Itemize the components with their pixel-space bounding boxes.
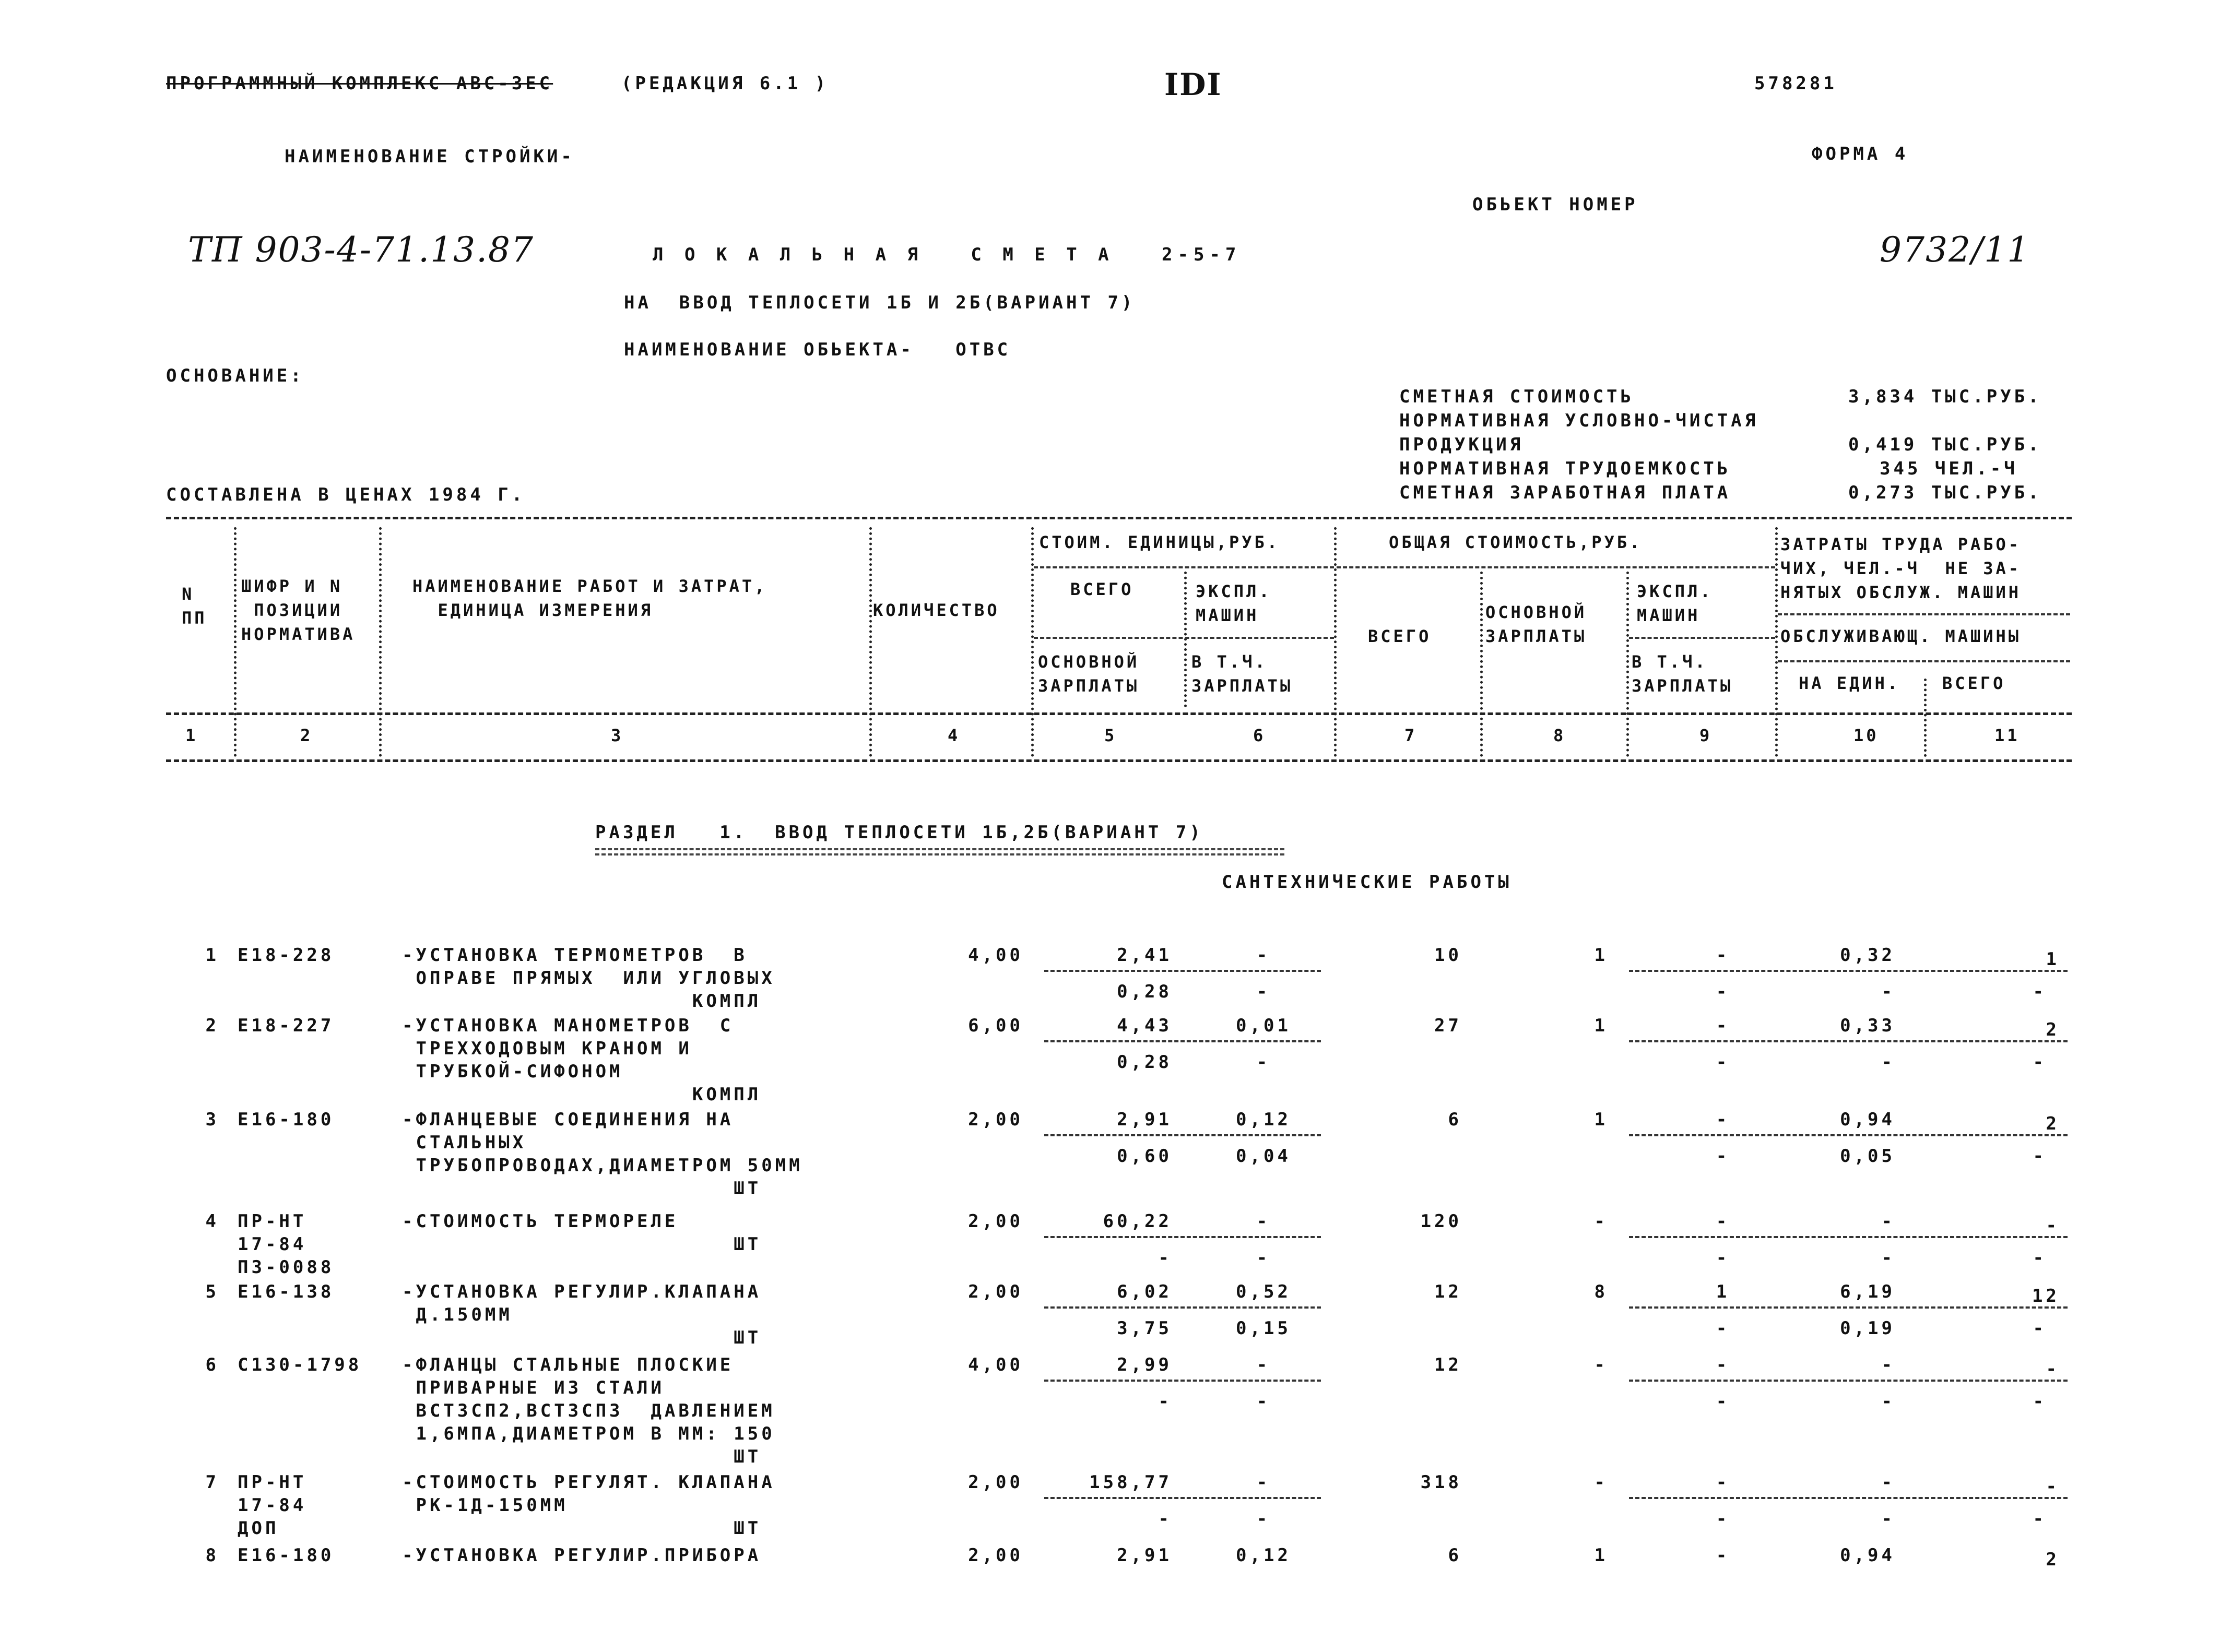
row-code: Е18-227 — [238, 1015, 335, 1036]
summary-label: СМЕТНАЯ СТОИМОСТЬ — [1399, 386, 1634, 407]
row-name: -СТОИМОСТЬ ТЕРМОРЕЛЕ — [402, 1211, 679, 1232]
row-number: 8 — [205, 1545, 219, 1566]
row-machines-wages: - — [1716, 1247, 1730, 1268]
row-machines: - — [1716, 1015, 1730, 1036]
row-total: 318 — [1420, 1472, 1462, 1493]
row-quantity: 2,00 — [968, 1281, 1023, 1302]
row-quantity: 6,00 — [968, 1015, 1023, 1036]
row-labor-unit: - — [1881, 1211, 1895, 1232]
section-title: РАЗДЕЛ 1. ВВОД ТЕПЛОСЕТИ 1Б,2Б(ВАРИАНТ 7) — [595, 822, 1203, 843]
column-header: ВСЕГО — [1368, 626, 1432, 646]
form-label: ФОРМА 4 — [1812, 144, 1909, 164]
object-number-label: ОБЬЕКТ НОМЕР — [1472, 194, 1638, 215]
section-subtitle: САНТЕХНИЧЕСКИЕ РАБОТЫ — [1222, 872, 1512, 893]
column-number: 8 — [1553, 726, 1566, 745]
row-number: 7 — [205, 1472, 219, 1493]
row-unit-machines: - — [1256, 1354, 1271, 1375]
row-name: КОМПЛ — [402, 1084, 762, 1105]
row-machines: - — [1716, 1354, 1730, 1375]
column-header: ЭКСПЛ. МАШИН — [1637, 581, 1713, 625]
row-unit-machines: - — [1256, 1472, 1271, 1493]
row-labor-total: - — [2046, 1359, 2060, 1380]
row-labor-total-sub: - — [2033, 1146, 2047, 1167]
row-unit-wages: - — [1158, 1391, 1172, 1412]
row-unit-wages: 3,75 — [1117, 1318, 1172, 1339]
column-header: ОСНОВНОЙ ЗАРПЛАТЫ — [1038, 652, 1140, 696]
prices-label: СОСТАВЛЕНА В ЦЕНАХ 1984 Г. — [166, 484, 526, 505]
row-unit-wages: - — [1158, 1508, 1172, 1529]
row-name: -УСТАНОВКА РЕГУЛИР.КЛАПАНА — [402, 1281, 762, 1302]
row-unit-machines: 0,12 — [1236, 1109, 1291, 1130]
cell-divider — [1044, 1134, 1321, 1136]
column-header: НАИМЕНОВАНИЕ РАБОТ И ЗАТРАТ, ЕДИНИЦА ИЗМЕРЕНИЯ — [412, 576, 767, 620]
row-wages: 1 — [1594, 1109, 1608, 1130]
row-name: ШТ — [402, 1327, 762, 1348]
row-name: ТРУБКОЙ-СИФОНОМ — [402, 1061, 623, 1082]
row-unit-machines: 0,52 — [1236, 1281, 1291, 1302]
row-quantity: 2,00 — [968, 1545, 1023, 1566]
row-code: ДОП — [238, 1518, 279, 1539]
row-wages: - — [1594, 1472, 1608, 1493]
column-header: ОБСЛУЖИВАЮЩ. МАШИНЫ — [1780, 626, 2022, 646]
summary-label: ПРОДУКЦИЯ — [1399, 434, 1524, 455]
column-header: ЭКСПЛ. МАШИН — [1196, 581, 1272, 625]
estimate-subject: НА ВВОД ТЕПЛОСЕТИ 1Б И 2Б(ВАРИАНТ 7) — [624, 292, 1136, 313]
row-unit-total: 6,02 — [1117, 1281, 1172, 1302]
column-number: 6 — [1253, 726, 1266, 745]
row-unit-machines: 0,01 — [1236, 1015, 1291, 1036]
column-header: ОСНОВНОЙ ЗАРПЛАТЫ — [1485, 602, 1587, 646]
row-wages: - — [1594, 1211, 1608, 1232]
row-unit-machines: - — [1256, 945, 1271, 966]
divider — [869, 527, 872, 757]
cell-divider — [1629, 1134, 2068, 1136]
summary-label: СМЕТНАЯ ЗАРАБОТНАЯ ПЛАТА — [1399, 482, 1731, 503]
summary-value: 0,419 ТЫС.РУБ. — [1848, 434, 2042, 455]
cell-divider — [1044, 1497, 1321, 1499]
row-unit-wages: 0,28 — [1117, 1052, 1172, 1073]
divider — [1778, 613, 2070, 615]
row-machines-wages: - — [1716, 1318, 1730, 1339]
row-machines: - — [1716, 1545, 1730, 1566]
row-code: Е16-180 — [238, 1545, 335, 1566]
document-code: 578281 — [1754, 73, 1837, 94]
row-name: ВСТ3СП2,ВСТ3СП3 ДАВЛЕНИЕМ — [402, 1400, 775, 1421]
cell-divider — [1629, 1380, 2068, 1382]
row-unit-wages-machines: - — [1256, 1247, 1271, 1268]
column-header: В Т.Ч. ЗАРПЛАТЫ — [1191, 652, 1293, 696]
row-wages: 1 — [1594, 1545, 1608, 1566]
estimate-title: Л О К А Л Ь Н А Я С М Е Т А 2-5-7 — [653, 244, 1242, 265]
column-number: 9 — [1699, 726, 1713, 745]
column-number: 5 — [1104, 726, 1117, 745]
row-name: ШТ — [402, 1518, 762, 1539]
row-labor-unit: - — [1881, 1354, 1895, 1375]
row-total: 12 — [1434, 1281, 1462, 1302]
row-number: 3 — [205, 1109, 219, 1130]
row-unit-wages-machines: - — [1256, 1391, 1271, 1412]
row-code: ПР-НТ — [238, 1472, 307, 1493]
row-labor-total-sub: - — [2033, 981, 2047, 1002]
row-machines-wages: - — [1716, 1391, 1730, 1412]
row-unit-wages-machines: - — [1256, 981, 1271, 1002]
row-name: -ФЛАНЦЕВЫЕ СОЕДИНЕНИЯ НА — [402, 1109, 734, 1130]
row-unit-total: 2,91 — [1117, 1109, 1172, 1130]
row-labor-unit: 6,19 — [1840, 1281, 1895, 1302]
row-quantity: 2,00 — [968, 1109, 1023, 1130]
row-machines-wages: - — [1716, 1508, 1730, 1529]
column-group-header: СТОИМ. ЕДИНИЦЫ,РУБ. — [1039, 532, 1280, 552]
object-name: НАИМЕНОВАНИЕ ОБЬЕКТА- ОТВС — [624, 339, 1011, 360]
column-header: ШИФР И N ПОЗИЦИИ НОРМАТИВА — [241, 576, 356, 644]
row-unit-total: 4,43 — [1117, 1015, 1172, 1036]
row-name: РК-1Д-150ММ — [402, 1495, 568, 1516]
row-name: ОПРАВЕ ПРЯМЫХ ИЛИ УГЛОВЫХ — [402, 968, 775, 989]
row-total: 12 — [1434, 1354, 1462, 1375]
divider — [1337, 566, 1775, 568]
row-labor-total-sub: - — [2033, 1247, 2047, 1268]
section-underline — [595, 848, 1284, 855]
row-name: ШТ — [402, 1234, 762, 1255]
divider — [1629, 637, 1775, 639]
summary-value: 0,273 ТЫС.РУБ. — [1848, 482, 2042, 503]
row-total: 6 — [1448, 1545, 1462, 1566]
row-unit-wages-machines: 0,04 — [1236, 1146, 1291, 1167]
row-name: ТРЕХХОДОВЫМ КРАНОМ И — [402, 1038, 692, 1059]
row-name: -УСТАНОВКА РЕГУЛИР.ПРИБОРА — [402, 1545, 762, 1566]
column-number: 4 — [948, 726, 961, 745]
row-machines-wages: - — [1716, 1146, 1730, 1167]
row-unit-total: 2,99 — [1117, 1354, 1172, 1375]
divider — [166, 759, 2072, 762]
row-labor-unit: - — [1881, 1472, 1895, 1493]
row-labor-unit-sub: 0,19 — [1840, 1318, 1895, 1339]
row-unit-total: 60,22 — [1103, 1211, 1172, 1232]
row-quantity: 4,00 — [968, 945, 1023, 966]
row-name: 1,6МПА,ДИАМЕТРОМ В ММ: 150 — [402, 1423, 775, 1444]
row-unit-total: 2,41 — [1117, 945, 1172, 966]
row-machines-wages: - — [1716, 981, 1730, 1002]
row-unit-machines: 0,12 — [1236, 1545, 1291, 1566]
row-name: -УСТАНОВКА ТЕРМОМЕТРОВ В — [402, 945, 748, 966]
row-unit-wages-machines: 0,15 — [1236, 1318, 1291, 1339]
row-number: 1 — [205, 945, 219, 966]
row-code: 17-84 — [238, 1495, 307, 1516]
column-header: ВСЕГО — [1942, 673, 2006, 693]
row-name: Д.150ММ — [402, 1304, 513, 1325]
row-labor-total-sub: - — [2033, 1391, 2047, 1412]
row-name: -СТОИМОСТЬ РЕГУЛЯТ. КЛАПАНА — [402, 1472, 775, 1493]
row-machines-wages: - — [1716, 1052, 1730, 1073]
page-number: IDI — [1164, 67, 1222, 102]
row-labor-unit-sub: - — [1881, 1508, 1895, 1529]
divider — [1031, 527, 1034, 757]
row-labor-total: 12 — [2032, 1286, 2060, 1306]
cell-divider — [1629, 1040, 2068, 1042]
row-unit-wages: - — [1158, 1247, 1172, 1268]
row-labor-total: - — [2046, 1476, 2060, 1497]
column-number: 1 — [185, 726, 198, 745]
divider — [234, 527, 237, 757]
program-name: ПРОГРАММНЫЙ КОМПЛЕКС АВС-3ЕС — [166, 73, 553, 94]
row-number: 4 — [205, 1211, 219, 1232]
divider — [1034, 637, 1334, 639]
row-labor-unit-sub: - — [1881, 1052, 1895, 1073]
row-machines: - — [1716, 1109, 1730, 1130]
summary-value: 345 ЧЕЛ.-Ч — [1880, 458, 2018, 479]
divider — [1480, 572, 1483, 757]
column-number: 2 — [300, 726, 313, 745]
row-unit-wages-machines: - — [1256, 1508, 1271, 1529]
row-labor-total: 1 — [2046, 949, 2060, 970]
row-unit-wages-machines: - — [1256, 1052, 1271, 1073]
row-labor-total: 2 — [2046, 1019, 2060, 1040]
summary-label: НОРМАТИВНАЯ УСЛОВНО-ЧИСТАЯ — [1399, 410, 1759, 431]
divider — [1334, 527, 1337, 757]
divider — [166, 517, 2072, 519]
cell-divider — [1044, 970, 1321, 972]
row-wages: 8 — [1594, 1281, 1608, 1302]
cell-divider — [1629, 1497, 2068, 1499]
cell-divider — [1044, 1380, 1321, 1382]
row-name: ТРУБОПРОВОДАХ,ДИАМЕТРОМ 50ММ — [402, 1155, 803, 1176]
column-number: 11 — [1994, 726, 2020, 745]
cell-divider — [1044, 1306, 1321, 1309]
row-total: 120 — [1420, 1211, 1462, 1232]
row-code: ПР-НТ — [238, 1211, 307, 1232]
row-machines: - — [1716, 945, 1730, 966]
cell-divider — [1629, 1306, 2068, 1309]
row-labor-unit-sub: - — [1881, 1247, 1895, 1268]
row-labor-total: 2 — [2046, 1549, 2060, 1570]
summary-value: 3,834 ТЫС.РУБ. — [1848, 386, 2042, 407]
column-number: 10 — [1853, 726, 1879, 745]
row-labor-unit: 0,94 — [1840, 1545, 1895, 1566]
row-labor-unit-sub: 0,05 — [1840, 1146, 1895, 1167]
row-total: 27 — [1434, 1015, 1462, 1036]
row-total: 10 — [1434, 945, 1462, 966]
edition: (РЕДАКЦИЯ 6.1 ) — [621, 73, 829, 94]
column-header: ВСЕГО — [1070, 579, 1134, 599]
row-labor-unit-sub: - — [1881, 981, 1895, 1002]
row-code: Е16-180 — [238, 1109, 335, 1130]
row-labor-unit: 0,94 — [1840, 1109, 1895, 1130]
column-header: НА ЕДИН. — [1799, 673, 1900, 693]
row-quantity: 2,00 — [968, 1211, 1023, 1232]
cell-divider — [1629, 970, 2068, 972]
divider — [379, 527, 382, 757]
row-labor-unit-sub: - — [1881, 1391, 1895, 1412]
row-unit-total: 2,91 — [1117, 1545, 1172, 1566]
row-name: СТАЛЬНЫХ — [402, 1132, 527, 1153]
row-quantity: 2,00 — [968, 1472, 1023, 1493]
row-name: -ФЛАНЦЫ СТАЛЬНЫЕ ПЛОСКИЕ — [402, 1354, 734, 1375]
row-code: Е18-228 — [238, 945, 335, 966]
row-name: ПРИВАРНЫЕ ИЗ СТАЛИ — [402, 1377, 665, 1398]
basis-label: ОСНОВАНИЕ: — [166, 365, 304, 386]
row-total: 6 — [1448, 1109, 1462, 1130]
column-header: КОЛИЧЕСТВО — [873, 600, 1000, 620]
row-code: ПЗ-0088 — [238, 1257, 335, 1278]
column-group-header: ЗАТРАТЫ ТРУДА РАБО- ЧИХ, ЧЕЛ.-Ч НЕ ЗА- НЯТЫХ ОБСЛУЖ. МАШИН — [1780, 534, 2022, 602]
column-group-header: ОБЩАЯ СТОИМОСТЬ,РУБ. — [1389, 532, 1643, 552]
row-unit-machines: - — [1256, 1211, 1271, 1232]
project-number-handwritten: ТП 903-4-71.13.87 — [188, 230, 535, 270]
divider — [1924, 679, 1927, 757]
column-number: 3 — [611, 726, 624, 745]
row-labor-total-sub: - — [2033, 1052, 2047, 1073]
divider — [1626, 572, 1629, 757]
row-labor-total-sub: - — [2033, 1508, 2047, 1529]
row-labor-total-sub: - — [2033, 1318, 2047, 1339]
row-wages: 1 — [1594, 945, 1608, 966]
row-number: 2 — [205, 1015, 219, 1036]
divider — [166, 712, 2072, 715]
divider — [1034, 566, 1334, 568]
row-unit-total: 158,77 — [1089, 1472, 1172, 1493]
row-machines: 1 — [1716, 1281, 1730, 1302]
row-name: ШТ — [402, 1178, 762, 1199]
row-name: -УСТАНОВКА МАНОМЕТРОВ С — [402, 1015, 734, 1036]
divider — [1778, 660, 2070, 662]
row-quantity: 4,00 — [968, 1354, 1023, 1375]
row-unit-wages: 0,28 — [1117, 981, 1172, 1002]
row-machines: - — [1716, 1472, 1730, 1493]
construction-name-label: НАИМЕНОВАНИЕ СТРОЙКИ- — [285, 146, 575, 167]
cell-divider — [1629, 1236, 2068, 1238]
row-wages: 1 — [1594, 1015, 1608, 1036]
row-labor-unit: 0,33 — [1840, 1015, 1895, 1036]
divider — [1184, 572, 1187, 707]
row-code: 17-84 — [238, 1234, 307, 1255]
row-code: Е16-138 — [238, 1281, 335, 1302]
row-labor-unit: 0,32 — [1840, 945, 1895, 966]
row-number: 5 — [205, 1281, 219, 1302]
row-code: С130-1798 — [238, 1354, 362, 1375]
row-labor-total: - — [2046, 1215, 2060, 1236]
column-number: 7 — [1404, 726, 1418, 745]
row-labor-total: 2 — [2046, 1113, 2060, 1134]
row-number: 6 — [205, 1354, 219, 1375]
row-name: КОМПЛ — [402, 991, 762, 1012]
object-number-handwritten: 9732/11 — [1880, 230, 2030, 270]
cell-divider — [1044, 1040, 1321, 1042]
row-unit-wages: 0,60 — [1117, 1146, 1172, 1167]
summary-label: НОРМАТИВНАЯ ТРУДОЕМКОСТЬ — [1399, 458, 1731, 479]
column-header: N ПП — [182, 584, 207, 628]
cell-divider — [1044, 1236, 1321, 1238]
row-wages: - — [1594, 1354, 1608, 1375]
column-header: В Т.Ч. ЗАРПЛАТЫ — [1632, 652, 1733, 696]
row-machines: - — [1716, 1211, 1730, 1232]
divider — [1775, 527, 1778, 757]
row-name: ШТ — [402, 1446, 762, 1467]
